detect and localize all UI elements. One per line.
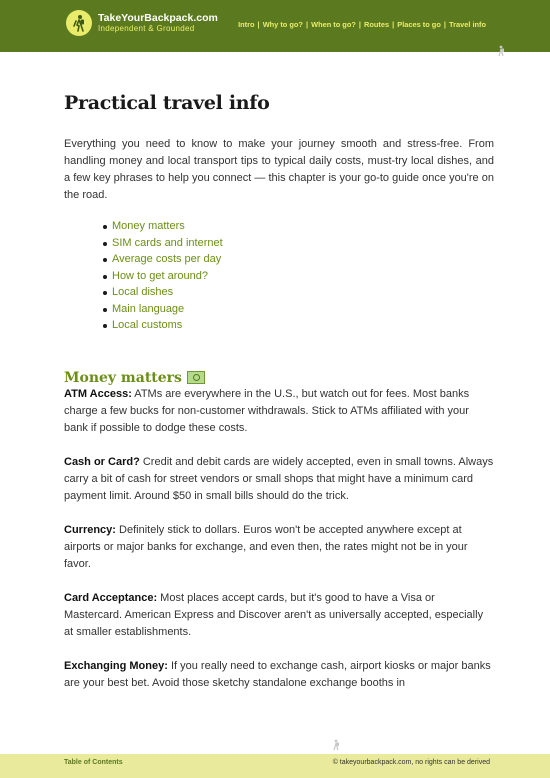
nav-item-routes[interactable]: Routes <box>364 20 390 29</box>
exchanging-money-label: Exchanging Money: <box>64 659 168 672</box>
hiker-logo-icon <box>66 10 92 36</box>
banknote-icon <box>187 371 205 384</box>
chapter-contents-list <box>64 218 494 334</box>
section-heading-money <box>64 370 494 386</box>
brand-tagline: Independent & Grounded <box>98 24 195 33</box>
cash-or-card-label: Cash or Card? <box>64 455 140 468</box>
cash-or-card-paragraph <box>64 454 494 505</box>
toc-link-getting-around[interactable]: How to get around? <box>112 268 494 285</box>
toc-link-local-customs[interactable]: Local customs <box>112 317 494 334</box>
card-acceptance-label: Card Acceptance: <box>64 591 158 604</box>
exchanging-money-text: If you really need to exchange cash, airport kiosks or major banks are your best bet. Avoid those sketchy standalone exchange booths in <box>64 659 491 689</box>
nav-item-why-to-go[interactable]: Why to go? <box>262 20 303 29</box>
nav-item-places-to-go[interactable]: Places to go <box>397 20 441 29</box>
atm-access-paragraph <box>64 386 494 437</box>
footer-bar <box>0 754 550 778</box>
currency-paragraph <box>64 522 494 573</box>
toc-link-main-language[interactable]: Main language <box>112 301 494 318</box>
toc-link-money-matters[interactable]: Money matters <box>112 218 494 235</box>
toc-link-local-dishes[interactable]: Local dishes <box>112 284 494 301</box>
table-of-contents-link[interactable]: Table of Contents <box>64 759 123 766</box>
currency-label: Currency: <box>64 523 116 536</box>
card-acceptance-paragraph <box>64 590 494 641</box>
atm-access-text: ATMs are everywhere in the U.S., but watch out for fees. Most banks charge a few bucks for non-customer withdrawals. Stick to ATMs affiliated with your bank if possible to dodge these costs. <box>64 387 470 434</box>
intro-paragraph: Everything you need to know to make your journey smooth and stress-free. From handling money and local transport tips to typical daily costs, must-try local dishes, and a few key phrases to help you connect — this chapter is your go-to guide once you're on the road. <box>64 138 494 201</box>
card-acceptance-text: Most places accept cards, but it's good to have a Visa or Mastercard. American Express and Discover aren't as universally accepted, especially at smaller establishments. <box>64 591 484 638</box>
hiker-icon <box>496 44 506 62</box>
brand-name: TakeYourBackpack.com <box>98 12 218 24</box>
currency-text: Definitely stick to dollars. Euros won't be accepted anywhere except at airports or major banks for exchange, and even then, the rates might not be in your favor. <box>64 523 468 570</box>
top-navigation: Intro | Why to go? | When to go? | Routes | Places to go | Travel info <box>238 20 486 29</box>
site-logo[interactable] <box>66 10 218 36</box>
toc-link-sim-cards[interactable]: SIM cards and internet <box>112 235 494 252</box>
page-title: Practical travel info <box>64 92 270 114</box>
copyright-notice: © takeyourbackpack.com, no rights can be derived <box>332 759 490 766</box>
nav-item-when-to-go[interactable]: When to go? <box>311 20 356 29</box>
toc-link-average-costs[interactable]: Average costs per day <box>112 251 494 268</box>
cash-or-card-text: Credit and debit cards are widely accepted, even in small towns. Always carry a bit of cash for street vendors or small shops that might have a minimum card payment limit. Around $50 in small bills should do the trick. <box>64 455 494 502</box>
atm-access-label: ATM Access: <box>64 387 132 400</box>
page-header <box>0 0 550 52</box>
section-heading-text: Money matters <box>64 369 182 386</box>
exchanging-money-paragraph <box>64 658 494 692</box>
main-content <box>64 92 494 692</box>
nav-item-travel-info[interactable]: Travel info <box>449 20 486 29</box>
nav-item-intro[interactable]: Intro <box>238 20 255 29</box>
